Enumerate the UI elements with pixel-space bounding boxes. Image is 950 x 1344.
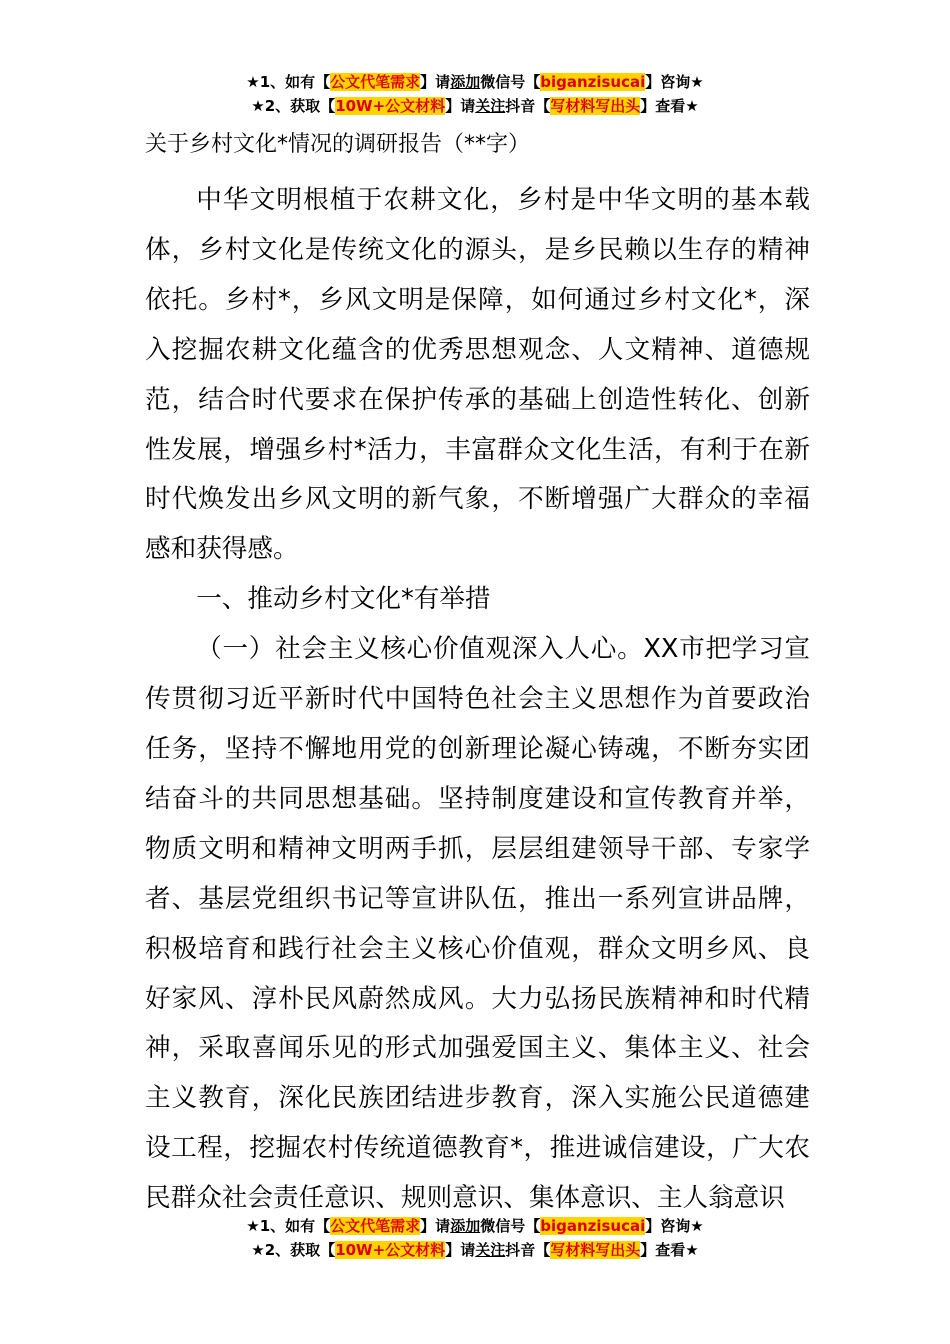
banner-text: ★1、如有【 (246, 1217, 331, 1235)
section-heading: 一、推动乡村文化*有举措 (196, 584, 491, 615)
banner-text: 】请 (445, 1241, 476, 1259)
banner-text: ★2、获取【 (251, 1241, 336, 1259)
banner-text: 微信号【 (480, 73, 541, 91)
paragraph-section-1: （一）社会主义核心价值观深入人心。XX市把学习宣传贯彻习近平新时代中国特色社会主义思想作为首要政治任务，坚持不懈地用党的创新理论凝心铸魂，不断夯实团结奋斗的共同思想基础。坚持制度建设和宣传教育并举，物质文明和精神文明两手抓，层层组建领导干部、专家学者、基层党组织书记等宣讲队伍，推出一系列宣讲品牌，积极培育和践行社会主义核心价值观，群众文明乡风、良好家风、淳朴民风蔚然成风。大力弘扬民族精神和时代精神，采取喜闻乐见的形式加强爱国主义、集体主义、社会主义教育，深化民族团结进步教育，深入实施公民道德建设工程，挖掘农村传统道德教育*，推进诚信建设，广大农民群众社会责任意识、规则意识、集体意识、主人翁意识 (145, 634, 810, 1214)
banner-underlined: 关注 (475, 1241, 506, 1259)
footer-banner (0, 1214, 950, 1262)
banner-underlined: 添加 (450, 73, 481, 91)
banner-highlight: 写材料写出头 (550, 1241, 641, 1259)
banner-highlight: 10W+公文材料 (335, 1241, 446, 1259)
banner-text: 微信号【 (480, 1217, 541, 1235)
banner-underlined: 添加 (450, 1217, 481, 1235)
banner-highlight: 10W+公文材料 (335, 97, 446, 115)
banner-line-1 (0, 1214, 950, 1238)
banner-text: 】请 (420, 73, 451, 91)
banner-highlight: biganzisucai (540, 1217, 646, 1235)
document-body (145, 176, 810, 1224)
banner-text: ★2、获取【 (251, 97, 336, 115)
banner-text: 】查看★ (640, 1241, 699, 1259)
banner-line-2 (0, 94, 950, 118)
header-banner (0, 70, 950, 118)
banner-text: 】查看★ (640, 97, 699, 115)
banner-highlight: 写材料写出头 (550, 97, 641, 115)
banner-line-1 (0, 70, 950, 94)
banner-text: 抖音【 (505, 97, 551, 115)
banner-line-2 (0, 1238, 950, 1262)
banner-text: 】请 (420, 1217, 451, 1235)
banner-underlined: 关注 (475, 97, 506, 115)
banner-text: ★1、如有【 (246, 73, 331, 91)
document-title: 关于乡村文化*情况的调研报告（**字） (145, 132, 531, 157)
banner-text: 抖音【 (505, 1241, 551, 1259)
banner-highlight: biganzisucai (540, 73, 646, 91)
banner-highlight: 公文代笔需求 (330, 73, 421, 91)
banner-text: 】咨询★ (645, 73, 704, 91)
banner-text: 】咨询★ (645, 1217, 704, 1235)
paragraph-intro: 中华文明根植于农耕文化，乡村是中华文明的基本载体，乡村文化是传统文化的源头，是乡民赖以生存的精神依托。乡村*，乡风文明是保障，如何通过乡村文化*，深入挖掘农耕文化蕴含的优秀思想观念、人文精神、道德规范，结合时代要求在保护传承的基础上创造性转化、创新性发展，增强乡村*活力，丰富群众文化生活，有利于在新时代焕发出乡风文明的新气象，不断增强广大群众的幸福感和获得感。 (145, 185, 810, 565)
banner-highlight: 公文代笔需求 (330, 1217, 421, 1235)
banner-text: 】请 (445, 97, 476, 115)
